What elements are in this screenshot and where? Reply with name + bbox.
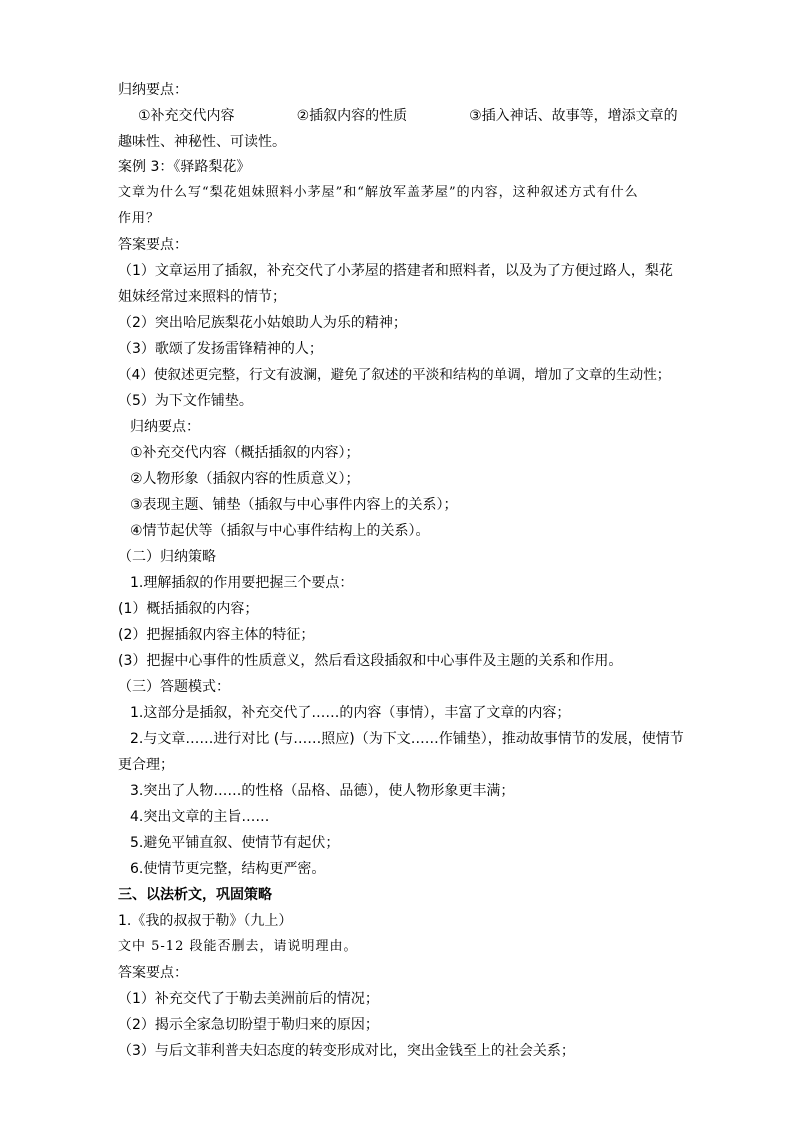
answer-item: （3）歌颂了发扬雷锋精神的人；: [118, 341, 323, 357]
text-line: 趣味性、神秘性、可读性。: [118, 134, 286, 150]
strategy-item: (1）概括插叙的内容；: [118, 601, 259, 617]
summary-item: ④情节起伏等（插叙与中心事件结构上的关系）。: [130, 523, 430, 539]
template-item: 3.突出了人物……的性格（品格、品德），使人物形象更丰满；: [130, 783, 515, 799]
answer-heading: 答案要点：: [118, 237, 188, 253]
part-heading: 三、以法析文，巩固策略: [118, 887, 272, 903]
strategy-item: (3）把握中心事件的性质意义，然后看这段插叙和中心事件及主题的关系和作用。: [118, 653, 623, 669]
question-text: 作用？: [118, 211, 161, 226]
answer-item: （5）为下文作铺垫。: [118, 393, 253, 409]
template-item: 2.与文章……进行对比 (与……照应)（为下文……作铺垫），推动故事情节的发展，使情节: [130, 731, 684, 747]
summary-point-2: ②插叙内容的性质: [296, 108, 408, 124]
answer-item: （3）与后文菲利普夫妇态度的转变形成对比，突出金钱至上的社会关系；: [118, 1043, 575, 1059]
summary-item: ③表现主题、铺垫（插叙与中心事件内容上的关系）；: [130, 497, 458, 513]
template-item: 5.避免平铺直叙、使情节有起伏；: [130, 835, 340, 851]
answer-item: （2）揭示全家急切盼望于勒归来的原因；: [118, 1017, 379, 1033]
summary-heading: 归纳要点：: [118, 82, 188, 98]
example-title: 1.《我的叔叔于勒》（九上）: [118, 913, 293, 929]
template-item: 4.突出文章的主旨……: [130, 809, 270, 825]
summary-points-row: [138, 106, 678, 126]
strategy-item: (2）把握插叙内容主体的特征；: [118, 627, 315, 643]
summary-item: ②人物形象（插叙内容的性质意义）；: [130, 471, 360, 487]
template-item: 6.使情节更完整，结构更严密。: [130, 861, 326, 877]
summary-point-3: ③插入神话、故事等，增添文章的: [469, 108, 678, 124]
answer-item: （2）突出哈尼族梨花小姑娘助人为乐的精神；: [118, 315, 407, 331]
summary-point-1: ①补充交代内容: [138, 108, 235, 124]
summary-item: ①补充交代内容（概括插叙的内容）；: [130, 445, 360, 461]
strategy-item: 1.理解插叙的作用要把握三个要点：: [130, 575, 354, 591]
answer-item: （4）使叙述更完整，行文有波澜，避免了叙述的平淡和结构的单调，增加了文章的生动性；: [118, 367, 671, 383]
answer-item: 姐妹经常过来照料的情节；: [118, 289, 286, 305]
question-text: 文中 5-12 段能否删去，请说明理由。: [118, 939, 358, 954]
template-item: 1.这部分是插叙，补充交代了……的内容（事情），丰富了文章的内容；: [130, 705, 571, 721]
section-heading: （二）归纳策略: [118, 549, 216, 565]
case-title: 案例 3：《驿路梨花》: [118, 159, 251, 175]
answer-item: （1）文章运用了插叙，补充交代了小茅屋的搭建者和照料者，以及为了方便过路人，梨花: [118, 263, 673, 279]
summary-heading: 归纳要点：: [130, 419, 200, 435]
answer-heading: 答案要点：: [118, 965, 188, 981]
answer-item: （1）补充交代了于勒去美洲前后的情况；: [118, 991, 379, 1007]
template-item: 更合理；: [118, 757, 174, 773]
question-text: 文章为什么写“梨花姐妹照料小茅屋”和“解放军盖茅屋”的内容，这种叙述方式有什么: [118, 185, 639, 200]
section-heading: （三）答题模式：: [118, 679, 230, 695]
